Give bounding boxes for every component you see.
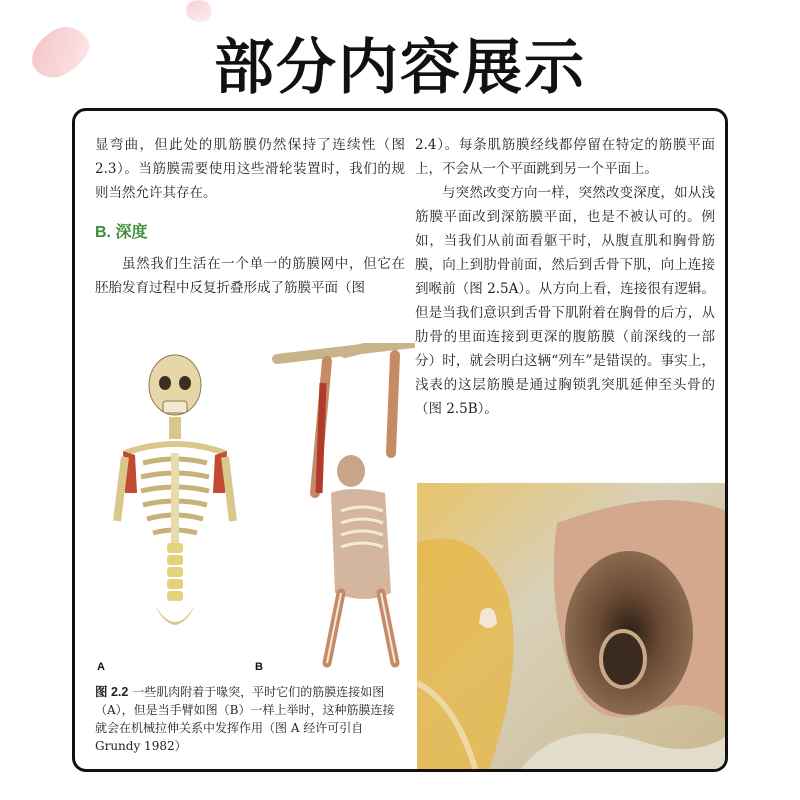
skeleton-torso-a: [117, 355, 233, 625]
left-paragraph-1: 显弯曲，但此处的肌筋膜仍然保持了连续性（图 2.3）。当筋膜需要使用这些滑轮装置时，我们的规则当然允许其存在。: [95, 137, 405, 201]
right-text-column: [415, 133, 715, 421]
right-paragraph-1: 2.4）。每条肌筋膜经线都停留在特定的筋膜平面上，不会从一个平面跳到另一个平面上。: [415, 137, 715, 177]
figure-caption: [95, 683, 405, 755]
page-banner-title: 部分内容展示: [214, 33, 586, 103]
dissection-image: [417, 483, 728, 772]
left-paragraph-2: 虽然我们生活在一个单一的筋膜网中，但它在胚胎发育过程中反复折叠形成了筋膜平面（图: [95, 256, 405, 296]
left-text-column: [95, 133, 405, 300]
figure-number: 图 2.2: [95, 685, 129, 699]
dissection-photo: [417, 483, 728, 772]
skeleton-illustration: [95, 343, 415, 673]
figure-label-b: B: [255, 661, 263, 673]
figure-caption-text: 一些肌肉附着于喙突，平时它们的筋膜连接如图（A），但是当手臂如图（B）一样上举时，这种筋膜连接就会在机械拉伸关系中发挥作用（图 A 经许可引自 Grundy 1982）: [95, 685, 395, 753]
content-preview-card: [72, 108, 728, 772]
section-heading: B. 深度: [95, 224, 148, 241]
figure-2-2: [95, 343, 415, 673]
right-paragraph-2: 与突然改变方向一样，突然改变深度，如从浅筋膜平面改到深筋膜平面，也是不被认可的。例如，当我们从前面看躯干时，从腹直肌和胸骨筋膜，向上到肋骨前面，然后到舌骨下肌，向上连接到喉前（图 2.5A）。从方向上看，连接很有逻辑。但是当我们意识到舌骨下肌附着在胸骨的后方，从肋骨的里面连接到更深的腹筋膜（前深线的一部分）时，就会明白这辆“列车”是错误的。事实上，浅表的这层筋膜是通过胸锁乳突肌延伸至头骨的（图 2.5B）。: [415, 185, 715, 417]
hanging-primate-b: [277, 343, 413, 663]
figure-label-a: A: [97, 661, 105, 673]
